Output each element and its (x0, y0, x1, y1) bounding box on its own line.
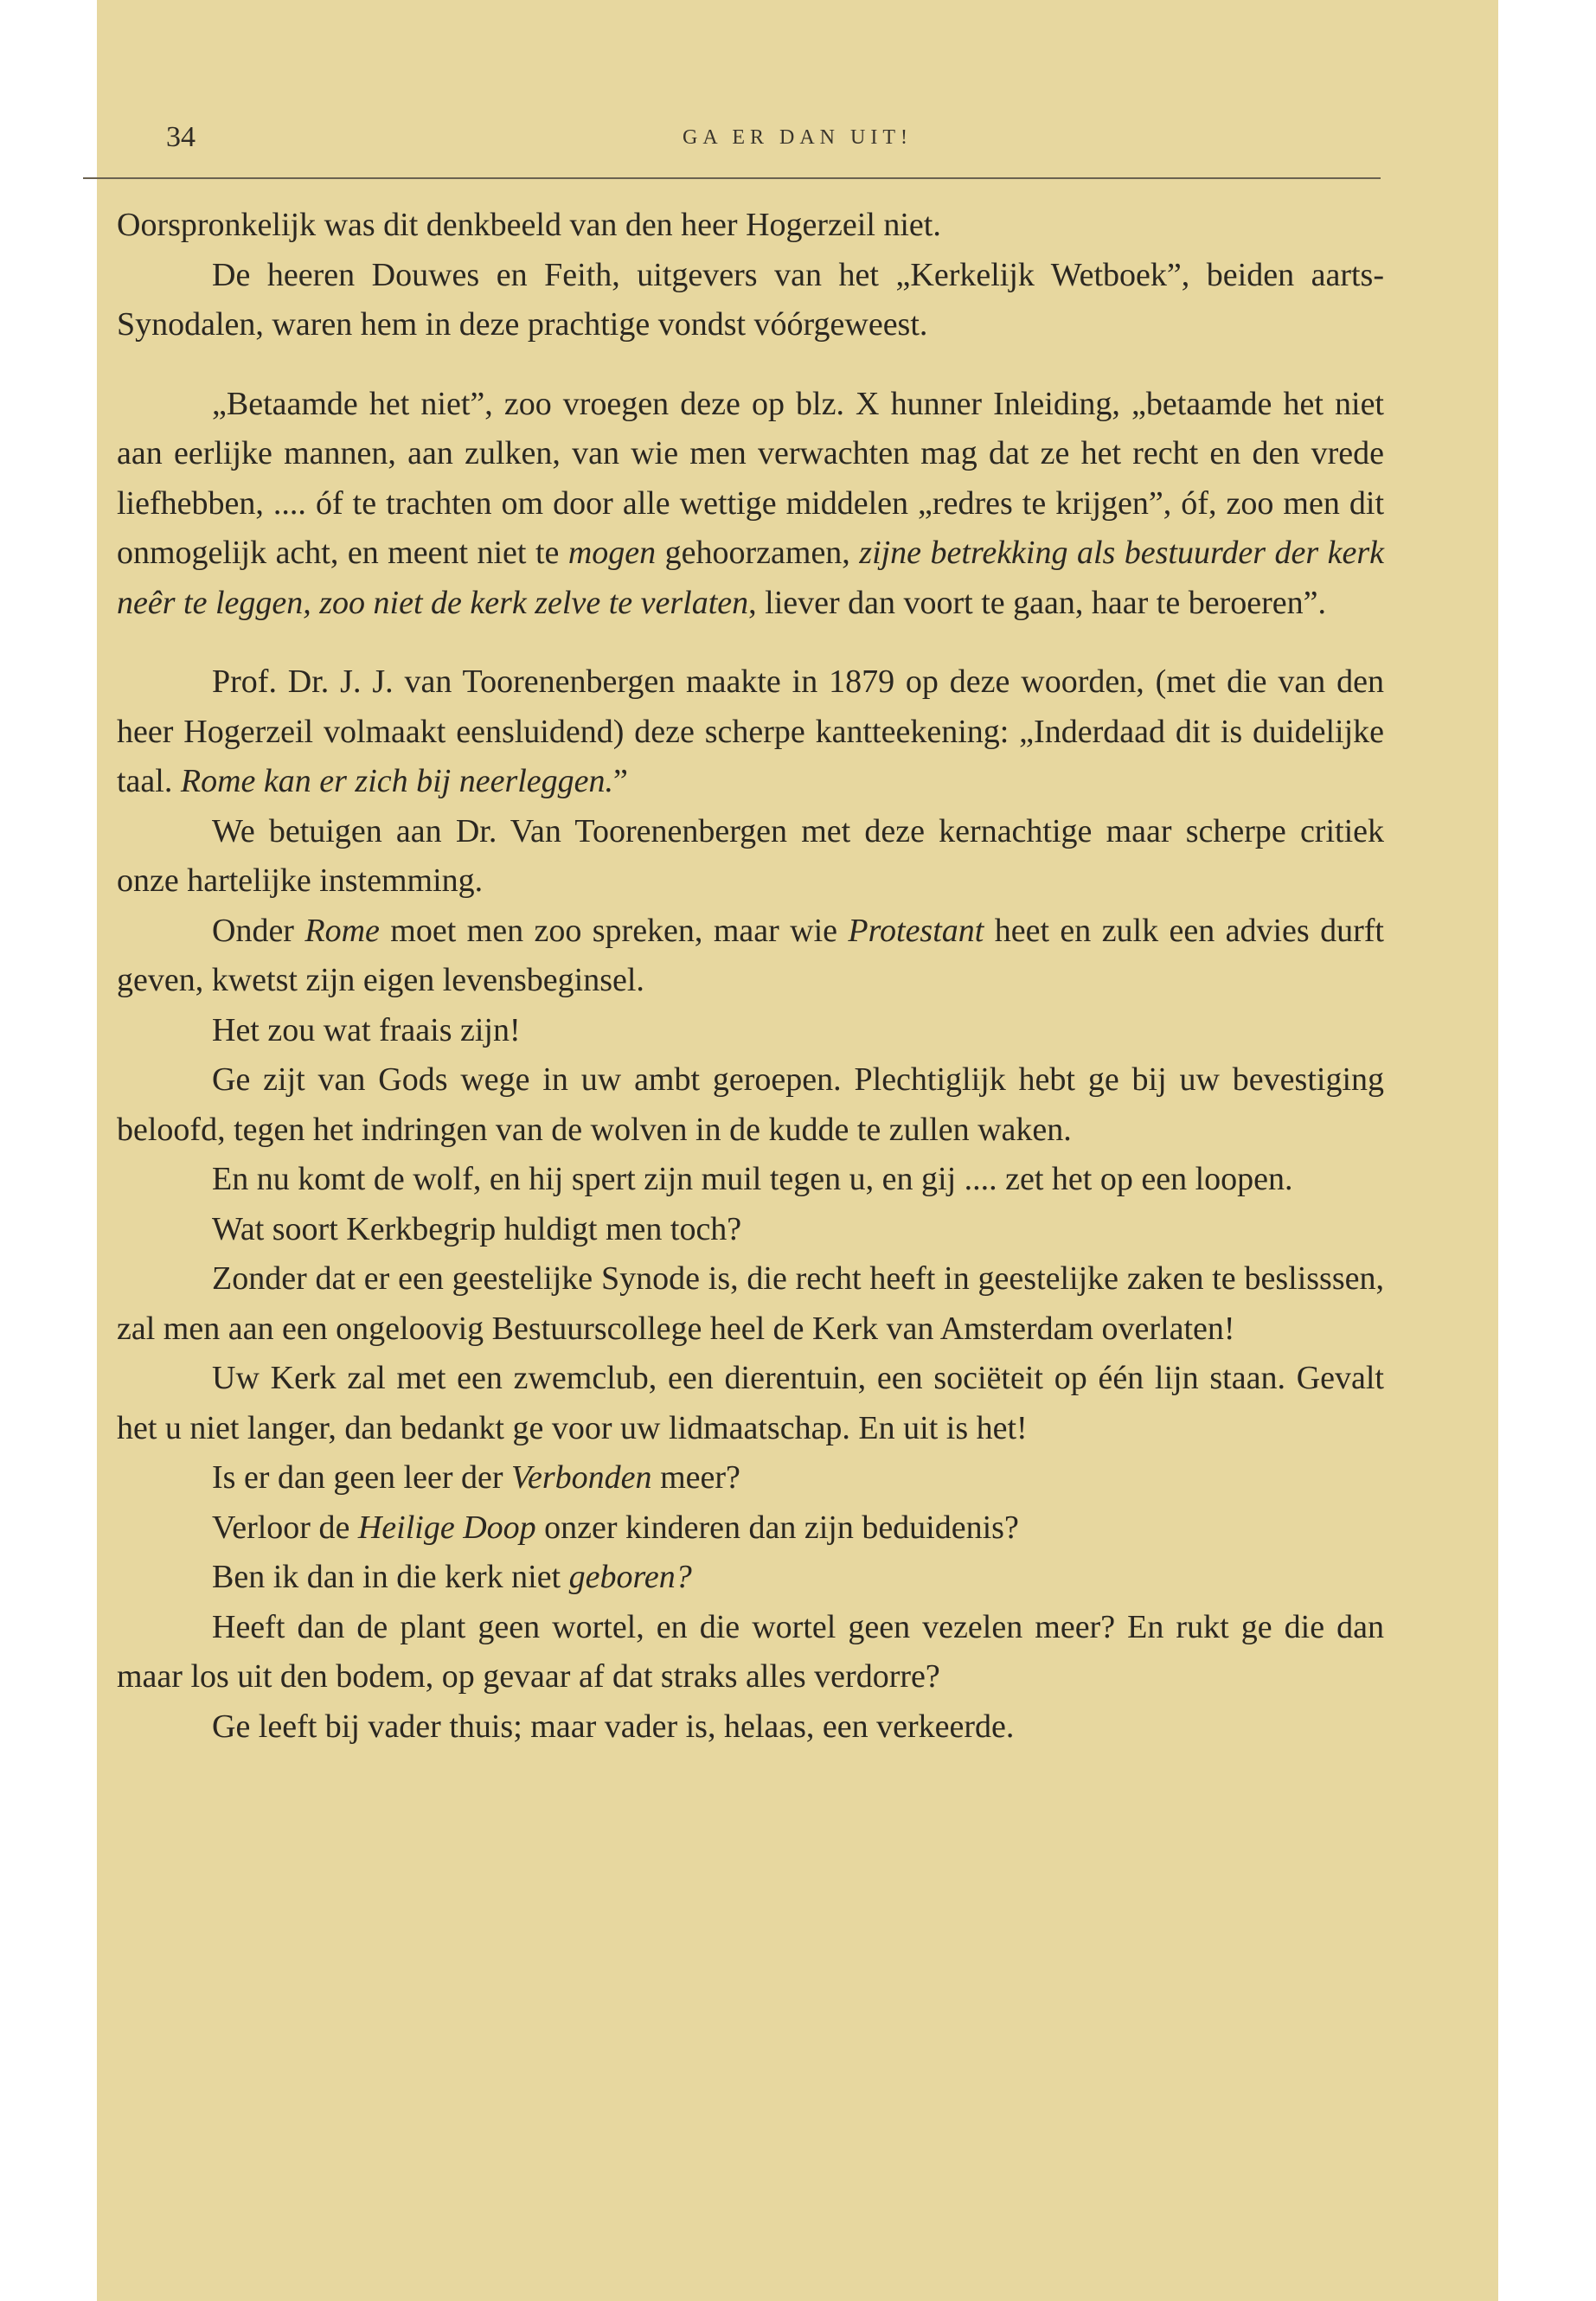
text-segment: Wat soort Kerkbegrip huldigt men toch? (212, 1210, 742, 1247)
text-segment: heet en zulk een advies durft geven, kwetst zijn eigen levensbeginsel. (117, 912, 1384, 998)
paragraph (117, 380, 1384, 629)
text-segment: gehoorzamen, (656, 535, 860, 571)
text-segment: Zonder dat er een geestelijke Synode is, die recht heeft in geestelijke zaken te beslisssen, zal men aan een ongeloovig Bestuurscollege heel de Kerk van Amsterdam overlaten! (117, 1260, 1384, 1347)
text-segment: Oorspronkelijk was dit denkbeeld van den heer Hogerzeil niet. (117, 207, 941, 243)
paragraph (117, 1205, 1384, 1255)
paragraph (117, 1055, 1384, 1155)
text-segment: Heeft dan de plant geen wortel, en die wortel geen vezelen meer? En rukt ge die dan maar los uit den bodem, op gevaar af dat straks alles verdorre? (117, 1608, 1384, 1695)
paragraph (117, 1006, 1384, 1056)
paragraph (117, 1503, 1384, 1554)
emphasis: Verbonden (511, 1459, 652, 1496)
text-segment: Het zou wat fraais zijn! (212, 1011, 521, 1048)
emphasis: zijne betrekking als bestuurder der kerk neêr te leggen, zoo niet de kerk zelve te verlaten (117, 535, 1384, 621)
running-head: GA ER DAN UIT! (683, 126, 913, 149)
header-rule (83, 177, 1381, 179)
paragraph (117, 1453, 1384, 1503)
paragraph (117, 1254, 1384, 1354)
text-segment: We betuigen aan Dr. Van Toorenenbergen met deze kernachtige maar scherpe critiek onze hartelijke instemming. (117, 812, 1384, 899)
emphasis: Heilige Doop (357, 1509, 536, 1546)
body-text (117, 201, 1384, 1752)
paragraph (117, 1155, 1384, 1205)
text-segment: onzer kinderen dan zijn beduidenis? (535, 1509, 1019, 1546)
text-segment: „Betaamde het niet”, zoo vroegen deze op blz. X hunner Inleiding, „betaamde het niet aan eerlijke mannen, aan zulken, van wie men verwachten mag dat ze het recht en den vrede liefhebben, .... óf te trachten om door alle wettige middelen „redres te krijgen”, óf, zoo men dit onmogelijk acht, en meent niet te (117, 385, 1384, 571)
text-segment: En nu komt de wolf, en hij spert zijn muil tegen u, en gij .... zet het op een loopen. (212, 1161, 1293, 1197)
text-segment: De heeren Douwes en Feith, uitgevers van het „Kerkelijk Wetboek”, beiden aarts-Synodalen, waren hem in deze prachtige vondst vóórgeweest. (117, 256, 1384, 343)
text-segment: Uw Kerk zal met een zwemclub, een dierentuin, een sociëteit op één lijn staan. Gevalt het u niet langer, dan bedankt ge voor uw lidmaatschap. En uit is het! (117, 1360, 1384, 1446)
text-segment: Ben ik dan in die kerk niet (212, 1559, 569, 1595)
text-segment: Ge leeft bij vader thuis; maar vader is, helaas, een verkeerde. (212, 1708, 1015, 1745)
paragraph (117, 1354, 1384, 1453)
text-segment: ” (613, 763, 628, 799)
paragraph (117, 1702, 1384, 1753)
text-segment: moet men zoo spreken, maar wie (379, 912, 849, 949)
text-segment: Verloor de (212, 1509, 358, 1546)
paragraph (117, 251, 1384, 350)
paragraph (117, 201, 1384, 251)
paragraph (117, 1553, 1384, 1603)
text-segment: meer? (651, 1459, 740, 1496)
paragraph (117, 657, 1384, 807)
emphasis: Rome (304, 912, 380, 949)
paragraph (117, 907, 1384, 1006)
emphasis: Rome kan er zich bij neerleggen. (180, 763, 614, 799)
text-segment: Onder (212, 912, 305, 949)
page-number: 34 (166, 121, 195, 153)
emphasis: mogen (567, 535, 657, 571)
paragraph (117, 1603, 1384, 1702)
text-segment: Ge zijt van Gods wege in uw ambt geroepen. Plechtiglijk hebt ge bij uw bevestiging beloofd, tegen het indringen van de wolven in de kudde te zullen waken. (117, 1061, 1384, 1148)
text-segment: Prof. Dr. J. J. van Toorenenbergen maakte in 1879 op deze woorden, (met die van den heer Hogerzeil volmaakt eensluidend) deze scherpe kantteekening: „Inderdaad dit is duidelijke taal. (117, 663, 1384, 799)
emphasis: geboren? (568, 1559, 692, 1595)
paragraph (117, 807, 1384, 907)
page-header (97, 121, 1498, 173)
text-segment: Is er dan geen leer der (212, 1459, 512, 1496)
emphasis: Protestant (848, 912, 984, 949)
text-segment: , liever dan voort te gaan, haar te beroeren”. (748, 584, 1326, 621)
